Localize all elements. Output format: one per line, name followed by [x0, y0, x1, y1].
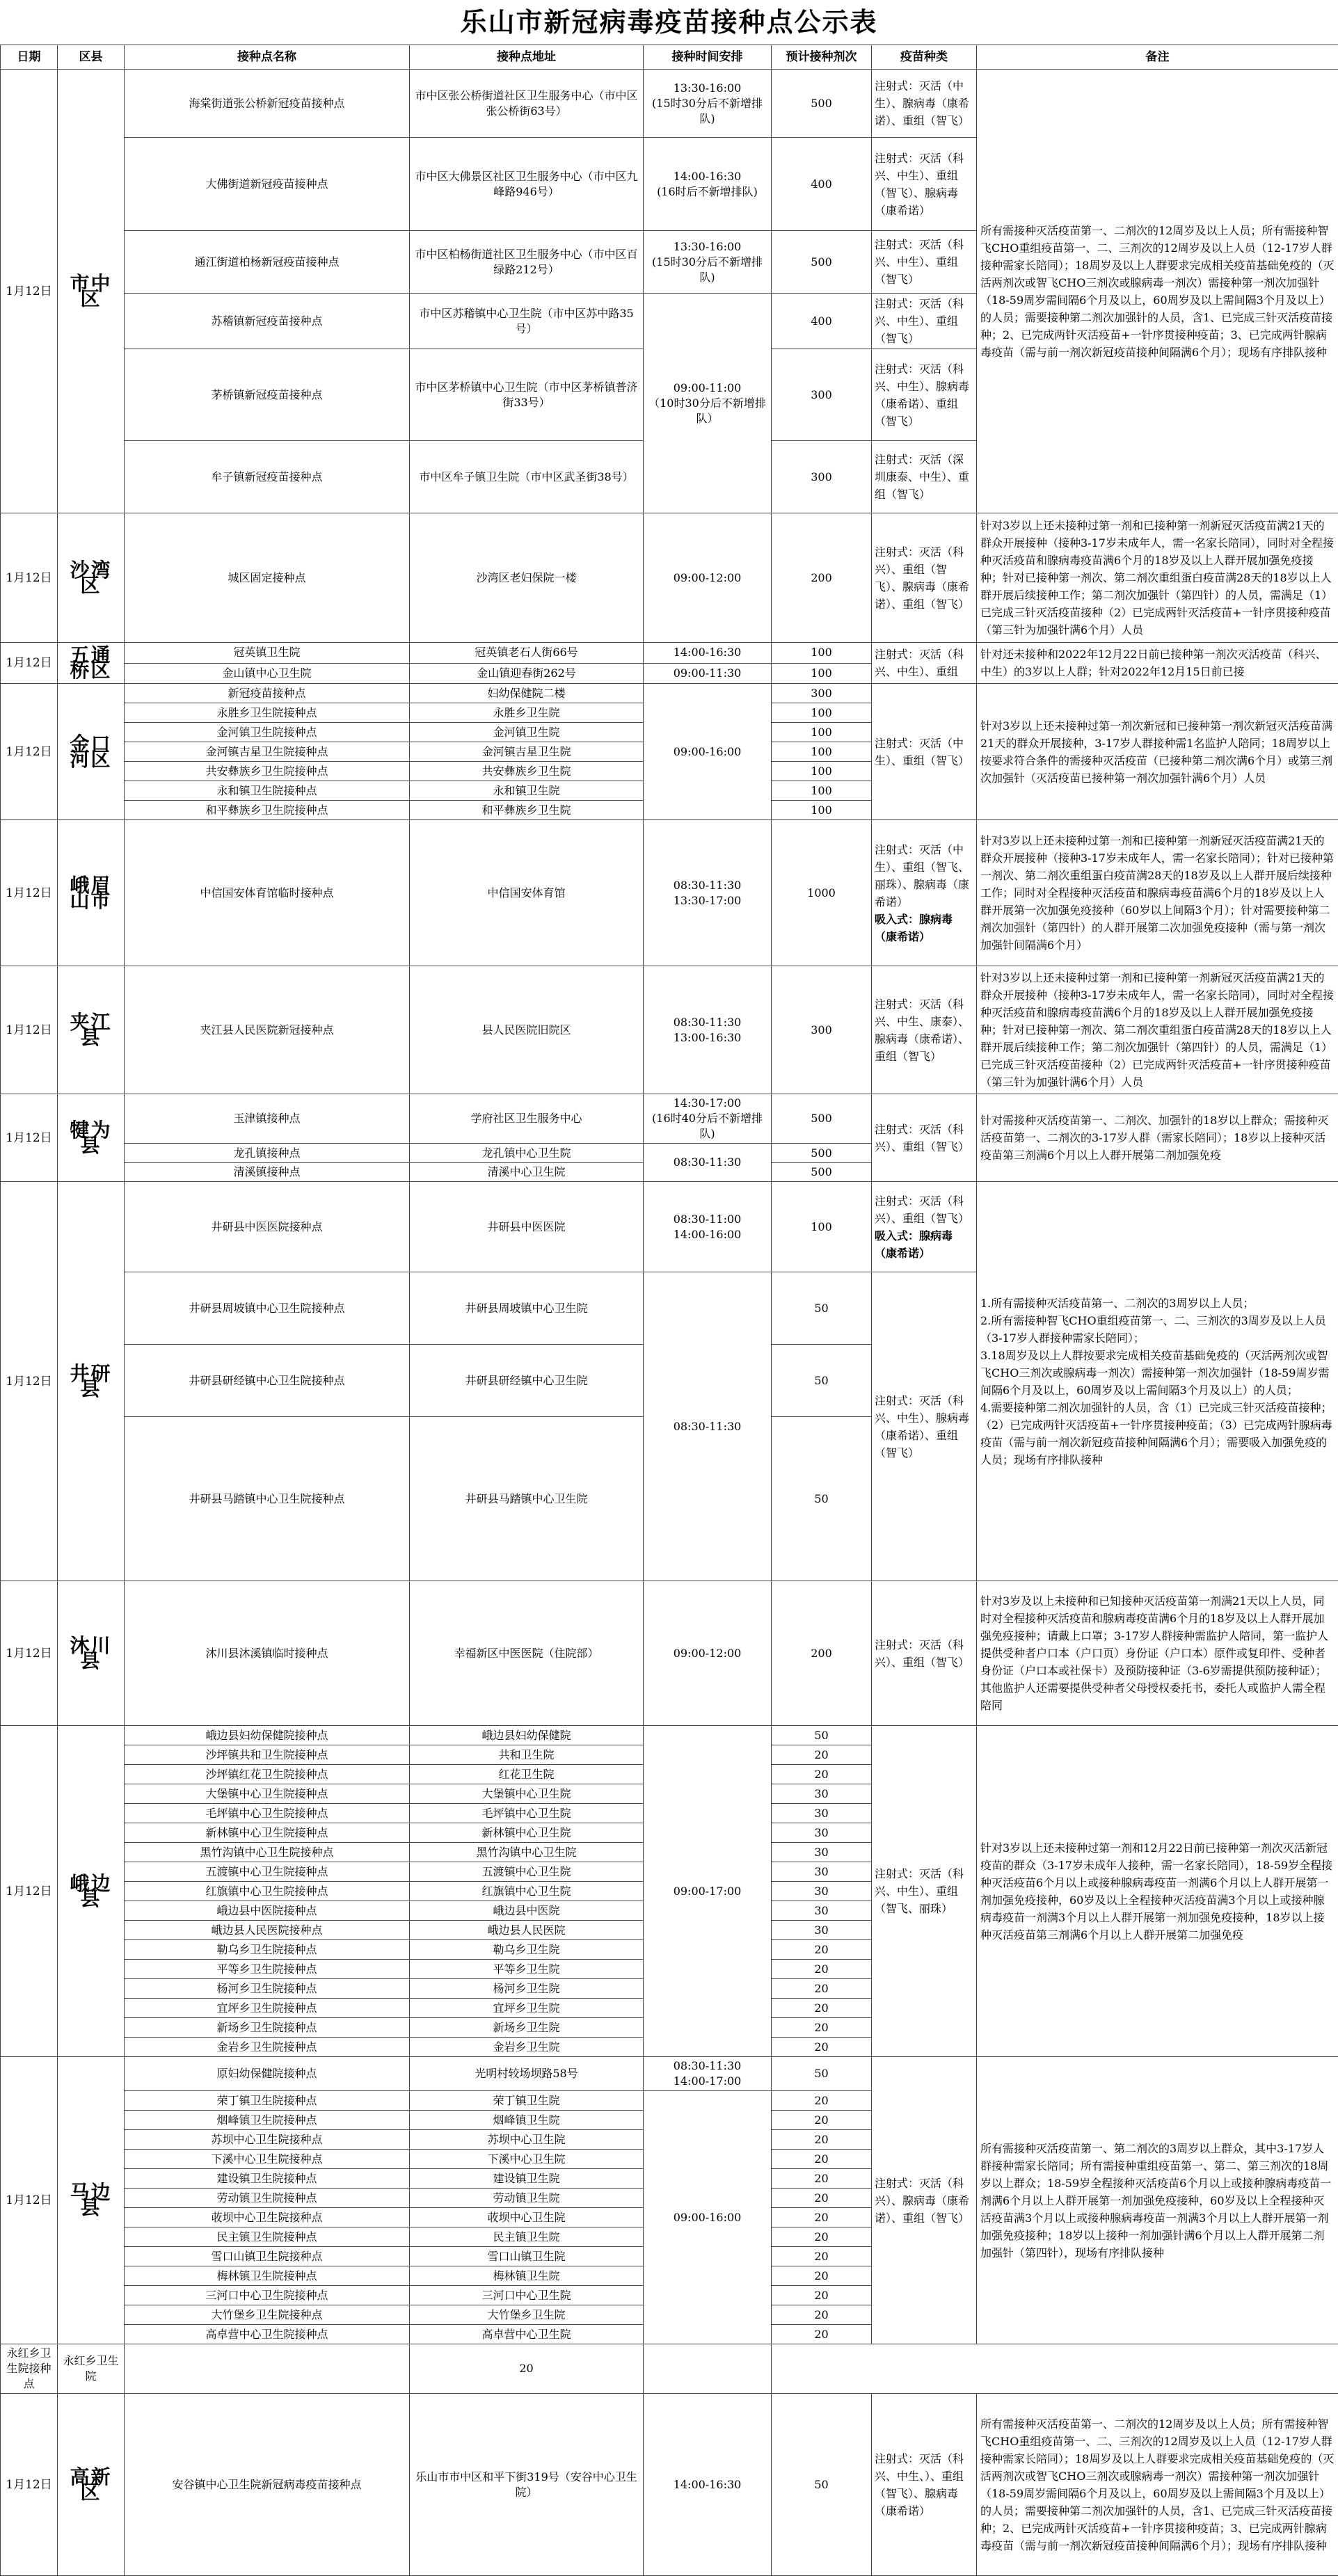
- dose-count-cell: 20: [772, 2111, 872, 2130]
- vaccine-type-cell: 注射式：灭活（科兴、中生）、腺病毒（康希诺）、重组（智飞）: [872, 349, 977, 441]
- time-cell: [125, 2344, 410, 2394]
- site-address-cell: 共安彝族乡卫生院: [410, 762, 644, 781]
- site-address-cell: 民主镇卫生院: [410, 2227, 644, 2247]
- date-cell: 1月12日: [1, 1094, 58, 1182]
- site-name-cell: 荍坝中心卫生院接种点: [125, 2208, 410, 2227]
- dose-count-cell: 30: [772, 1921, 872, 1940]
- dose-count-cell: 20: [772, 2227, 872, 2247]
- date-cell: 1月12日: [1, 1726, 58, 2057]
- site-address-cell: 劳动镇卫生院: [410, 2189, 644, 2208]
- dose-count-cell: 100: [772, 781, 872, 801]
- remarks-cell: 针对3岁以上还未接种过第一剂和已接种第一剂新冠灭活疫苗满21天的群众开展接种（接种3-17岁未成年人，需一名家长陪同），同时对全程接种灭活疫苗和腺病毒疫苗满6个月的18岁及以上人群开展加强免疫接种；针对已接种第一剂次、第二剂次重组蛋白疫苗满28天的18岁以上人群开展后续接种工作；第二剂次加强针（第四针）的人员，需满足（1）已完成三针灭活疫苗接种（2）已完成两针灭活疫苗+一针序贯接种疫苗（第三针为加强针满6个月）人员: [977, 966, 1338, 1094]
- site-name-cell: 新场乡卫生院接种点: [125, 2018, 410, 2038]
- site-address-cell: 黑竹沟镇中心卫生院: [410, 1843, 644, 1862]
- vaccine-type-cell: 注射式：灭活（科兴、中生）、腺病毒（康希诺）、重组（智飞）: [872, 1272, 977, 1581]
- time-cell: 08:30-11:30 14:00-17:00: [644, 2057, 772, 2091]
- site-address-cell: 幸福新区中医医院（住院部）: [410, 1581, 644, 1726]
- header-dose-count: 预计接种剂次: [772, 45, 872, 70]
- vaccine-type-cell: 注射式：灭活（科兴）、腺病毒（康希诺）、重组（智飞）: [872, 2057, 977, 2344]
- vaccine-type-cell: 注射式：灭活（中生）、腺病毒（康希诺）、重组（智飞）: [872, 70, 977, 138]
- time-cell: 14:00-16:30 (16时后不新增排队): [644, 138, 772, 231]
- dose-count-cell: 50: [772, 1272, 872, 1345]
- dose-count-cell: 100: [772, 1182, 872, 1272]
- site-address-cell: 梅林镇卫生院: [410, 2266, 644, 2286]
- site-address-cell: 五渡镇中心卫生院: [410, 1862, 644, 1882]
- dose-count-cell: 50: [772, 1417, 872, 1581]
- district-cell: 峨边县: [58, 1726, 125, 2057]
- site-address-cell: 井研县中医医院: [410, 1182, 644, 1272]
- dose-count-cell: 20: [772, 1745, 872, 1765]
- site-address-cell: 县人民医院旧院区: [410, 966, 644, 1094]
- time-cell: 09:00-11:30: [644, 663, 772, 684]
- site-address-cell: 清溪中心卫生院: [410, 1163, 644, 1182]
- table-body: [1, 70, 1338, 2576]
- site-name-cell: 梅林镇卫生院接种点: [125, 2266, 410, 2286]
- dose-count-cell: 500: [772, 1163, 872, 1182]
- header-time: 接种时间安排: [644, 45, 772, 70]
- dose-count-cell: 500: [772, 70, 872, 138]
- vaccine-type-cell: 注射式：灭活（中生）、重组（智飞、丽珠）、腺病毒（康希诺） 吸入式：腺病毒（康希诺）: [872, 820, 977, 966]
- dose-count-cell: 200: [772, 1581, 872, 1726]
- table-row: [1, 966, 1338, 1094]
- site-name-cell: 和平彝族乡卫生院接种点: [125, 801, 410, 820]
- site-address-cell: 永和镇卫生院: [410, 781, 644, 801]
- site-name-cell: 永红乡卫生院接种点: [1, 2344, 58, 2394]
- dose-count-cell: 20: [772, 2305, 872, 2325]
- header-remarks: 备注: [977, 45, 1338, 70]
- dose-count-cell: 500: [772, 1144, 872, 1163]
- site-address-cell: 冠英镇老石人街66号: [410, 643, 644, 664]
- vaccination-sites-table: [0, 45, 1338, 2576]
- remarks-cell: 所有需接种灭活疫苗第一、二剂次的12周岁及以上人员；所有需接种智飞CHO重组疫苗第一、二、三剂次的12周岁及以上人员（12-17岁人群接种需家长陪同）；18周岁及以上人群要求完成相关疫苗基础免疫的（灭活两剂次或智飞CHO三剂次或腺病毒一剂次）需接种第一剂次加强针（18-59周岁需间隔6个月及以上，60周岁及以上需间隔3个月及以上）的人员；需要接种第二剂次加强针的人员，含1、已完成三针灭活疫苗接种；2、已完成两针灭活疫苗+一针序贯接种疫苗；3、已完成两针腺病毒疫苗（需与前一剂次新冠疫苗接种间隔满6个月）；现场有序排队接种: [977, 70, 1338, 513]
- site-name-cell: 原妇幼保健院接种点: [125, 2057, 410, 2091]
- vaccine-type-cell: 注射式：灭活（科兴）、重组（智飞）: [872, 1581, 977, 1726]
- site-address-cell: 永胜乡卫生院: [410, 703, 644, 723]
- site-name-cell: 平等乡卫生院接种点: [125, 1960, 410, 1979]
- site-address-cell: 峨边县人民医院: [410, 1921, 644, 1940]
- site-address-cell: 井研县研经镇中心卫生院: [410, 1345, 644, 1417]
- dose-count-cell: 20: [772, 1979, 872, 1999]
- vaccine-type-cell: 注射式：灭活（科兴、中生）、重组: [872, 643, 977, 684]
- district-cell: 犍为县: [58, 1094, 125, 1182]
- dose-count-cell: 20: [772, 2189, 872, 2208]
- site-address-cell: 高卓营中心卫生院: [410, 2325, 644, 2344]
- vaccine-type-cell: 注射式：灭活（科兴、中生）、重组（智飞）: [872, 231, 977, 294]
- remarks-cell: 1.所有需接种灭活疫苗第一、二剂次的3周岁以上人员； 2.所有需接种智飞CHO重组疫苗第一、二、三剂次的3周岁及以上人员（3-17岁人群接种需家长陪同）； 3.18周岁及以上人群按要求完成相关疫苗基础免疫的（灭活两剂次或智飞CHO三剂次或腺病毒一剂次）需接种第一剂次加强针（18-59周岁需间隔6个月及以上，60周岁及以上需间隔3个月及以上）的人员； 4.需要接种第二剂次加强针的人员，含（1）已完成三针灭活疫苗接种；（2）已完成两针灭活疫苗+一针序贯接种疫苗；（3）已完成两针腺病毒疫苗（需与前一剂次新冠疫苗接种间隔满6个月）；需要吸入加强免疫的人员；现场有序排队接种: [977, 1182, 1338, 1581]
- time-cell: 09:00-16:00: [644, 684, 772, 820]
- district-cell: 金口河区: [58, 684, 125, 820]
- site-address-cell: 红花卫生院: [410, 1765, 644, 1784]
- time-cell: 08:30-11:30: [644, 1272, 772, 1581]
- table-row: [1, 2057, 1338, 2091]
- dose-count-cell: 30: [772, 1901, 872, 1921]
- dose-count-cell: 100: [772, 762, 872, 781]
- vaccine-type-cell: 注射式：灭活（科兴）、重组（智飞）、腺病毒（康希诺）、重组（智飞）: [872, 513, 977, 643]
- site-address-cell: 大堡镇中心卫生院: [410, 1784, 644, 1804]
- site-address-cell: 市中区苏稽镇中心卫生院（市中区苏中路35号）: [410, 294, 644, 349]
- site-address-cell: 三河口中心卫生院: [410, 2286, 644, 2305]
- site-address-cell: 新林镇中心卫生院: [410, 1823, 644, 1843]
- table-row: [1, 1726, 1338, 1745]
- dose-count-cell: 30: [772, 1823, 872, 1843]
- time-cell: 14:00-16:30: [644, 2394, 772, 2576]
- vaccine-type-cell: 注射式：灭活（科兴）、重组（智飞） 吸入式：腺病毒（康希诺）: [872, 1182, 977, 1272]
- site-address-cell: 峨边县中医院: [410, 1901, 644, 1921]
- dose-count-cell: 20: [772, 1940, 872, 1960]
- dose-count-cell: 100: [772, 723, 872, 742]
- vaccine-type-cell: 注射式：灭活（科兴）、重组（智飞）: [872, 1094, 977, 1182]
- site-name-cell: 峨边县人民医院接种点: [125, 1921, 410, 1940]
- page-title: 乐山市新冠病毒疫苗接种点公示表: [0, 0, 1338, 45]
- site-name-cell: 新林镇中心卫生院接种点: [125, 1823, 410, 1843]
- table-row: [1, 1094, 1338, 1144]
- site-name-cell: 烟峰镇卫生院接种点: [125, 2111, 410, 2130]
- site-name-cell: 苏稽镇新冠疫苗接种点: [125, 294, 410, 349]
- remarks-cell: 针对需接种灭活疫苗第一、二剂次、加强针的18岁以上群众；需接种灭活疫苗第一、二剂次的3-17岁人群（需家长陪同）；18岁以上接种灭活疫苗第三剂满6个月以上人群开展第二剂加强免疫: [977, 1094, 1338, 1182]
- dose-count-cell: 400: [772, 138, 872, 231]
- dose-count-cell: 300: [772, 441, 872, 513]
- dose-count-cell: 50: [772, 2057, 872, 2091]
- time-cell: 08:30-11:30 13:30-17:00: [644, 820, 772, 966]
- remarks-cell: 针对3岁以上还未接种过第一剂次新冠和已接种第一剂次新冠灭活疫苗满21天的群众开展接种，3-17岁人群接种需1名监护人陪同；18周岁以上按要求符合条件的需接种灭活疫苗（已接种第二剂次满6个月）或第三剂次加强针（灭活疫苗已接种第一剂次加强针满6个月）人员: [977, 684, 1338, 820]
- date-cell: 1月12日: [1, 70, 58, 513]
- site-address-cell: 金河镇卫生院: [410, 723, 644, 742]
- site-address-cell: 峨边县妇幼保健院: [410, 1726, 644, 1745]
- dose-count-cell: 300: [772, 349, 872, 441]
- dose-count-cell: 30: [772, 1882, 872, 1901]
- site-address-cell: 龙孔镇中心卫生院: [410, 1144, 644, 1163]
- site-name-cell: 安谷镇中心卫生院新冠病毒疫苗接种点: [125, 2394, 410, 2576]
- vaccine-type-cell: 注射式：灭活（中生）、重组（智飞）: [872, 684, 977, 820]
- site-address-cell: 市中区大佛景区社区卫生服务中心（市中区九峰路946号）: [410, 138, 644, 231]
- district-cell: 高新区: [58, 2394, 125, 2576]
- site-name-cell: 苏坝中心卫生院接种点: [125, 2130, 410, 2150]
- dose-count-cell: 30: [772, 1784, 872, 1804]
- table-row: [1, 513, 1338, 643]
- site-name-cell: 雪口山镇卫生院接种点: [125, 2247, 410, 2266]
- site-name-cell: 荣丁镇卫生院接种点: [125, 2091, 410, 2111]
- dose-count-cell: 100: [772, 703, 872, 723]
- district-cell: 井研县: [58, 1182, 125, 1581]
- remarks-cell: 针对3岁以上还未接种过第一剂和已接种第一剂新冠灭活疫苗满21天的群众开展接种（接种3-17岁未成年人，需一名家长陪同）；针对已接种第一剂次、第二剂次重组蛋白疫苗满28天的18岁及以上人群开展后续接种工作；同时对全程接种灭活疫苗和腺病毒疫苗满6个月的18岁及以上人群开展第一次加强免疫接种（60岁以上间隔3个月）；针对需要接种第二剂次加强针（第四针）的人群开展第二次加强免疫接种（需与第一剂次加强针间隔满6个月）: [977, 820, 1338, 966]
- table-row: [1, 2394, 1338, 2576]
- site-address-cell: 杨河乡卫生院: [410, 1979, 644, 1999]
- site-address-cell: 毛坪镇中心卫生院: [410, 1804, 644, 1823]
- site-address-cell: 荣丁镇卫生院: [410, 2091, 644, 2111]
- site-name-cell: 永和镇卫生院接种点: [125, 781, 410, 801]
- dose-count-cell: 1000: [772, 820, 872, 966]
- dose-count-cell: 20: [772, 2247, 872, 2266]
- site-name-cell: 金河镇吉星卫生院接种点: [125, 742, 410, 762]
- table-row: [1, 684, 1338, 703]
- remarks-cell: 针对3岁及以上未接种和已知接种灭活疫苗第一剂满21天以上人员，同时对全程接种灭活疫苗和腺病毒疫苗满6个月的18岁及以上人群开展加强免疫接种；请戴上口罩；3-17岁人群接种需监护人陪同，第一监护人提供受种者户口本（户口页）身份证（户口本）原件或复印件、受种者身份证（户口本或社保卡）及预防接种证（3-6岁需提供预防接种证）；其他监护人还需要提供受种者父母授权委托书，委托人或监护人需全程陪同: [977, 1581, 1338, 1726]
- dose-count-cell: 50: [772, 1726, 872, 1745]
- vaccine-type-cell: 注射式：灭活（科兴、中生、康泰）、腺病毒（康希诺）、重组（智飞）: [872, 966, 977, 1094]
- dose-count-cell: 100: [772, 801, 872, 820]
- table-row: [1, 1581, 1338, 1726]
- remarks-cell: 所有需接种灭活疫苗第一、第二剂次的3周岁以上群众，其中3-17岁人群接种需家长陪同；所有需接种重组疫苗第一、第二、第三剂次的18周岁以上群众；18-59岁全程接种灭活疫苗6个月以上或接种腺病毒疫苗一剂满6个月以上人群开展第一剂加强免疫接种，60岁及以上全程接种灭活疫苗满3个月以上或接种腺病毒疫苗一剂满3个月以上人群开展第一剂加强免疫接种；18岁以上接种一剂加强针满6个月以上人群开展第二剂加强针（第四针），现场有序排队接种: [977, 2057, 1338, 2344]
- dose-count-cell: 100: [772, 742, 872, 762]
- remarks-cell: 针对还未接种和2022年12月22日前已接种第一剂次灭活疫苗（科兴、中生）的3岁以上人群；针对2022年12月15日前已接: [977, 643, 1338, 684]
- site-address-cell: 中信国安体育馆: [410, 820, 644, 966]
- dose-count-cell: 30: [772, 1862, 872, 1882]
- site-name-cell: 通江街道柏杨新冠疫苗接种点: [125, 231, 410, 294]
- dose-count-cell: 20: [772, 1999, 872, 2018]
- table-row: [1, 2344, 1338, 2394]
- dose-count-cell: 200: [772, 513, 872, 643]
- dose-count-cell: 500: [772, 1094, 872, 1144]
- site-address-cell: 大竹堡乡卫生院: [410, 2305, 644, 2325]
- site-address-cell: 苏坝中心卫生院: [410, 2130, 644, 2150]
- dose-count-cell: 20: [772, 2018, 872, 2038]
- site-name-cell: 杨河乡卫生院接种点: [125, 1979, 410, 1999]
- header-district: 区县: [58, 45, 125, 70]
- table-header-row: [1, 45, 1338, 70]
- time-cell: 08:30-11:30: [644, 1144, 772, 1182]
- time-cell: 13:30-16:00 (15时30分后不新增排队): [644, 70, 772, 138]
- date-cell: 1月12日: [1, 2057, 58, 2344]
- site-name-cell: 大竹堡乡卫生院接种点: [125, 2305, 410, 2325]
- vaccine-type-cell: [644, 2344, 772, 2394]
- site-address-cell: 共和卫生院: [410, 1745, 644, 1765]
- district-cell: 市中区: [58, 70, 125, 513]
- site-address-cell: 永红乡卫生院: [58, 2344, 125, 2394]
- header-date: 日期: [1, 45, 58, 70]
- site-address-cell: 下溪中心卫生院: [410, 2150, 644, 2169]
- date-cell: 1月12日: [1, 643, 58, 684]
- site-name-cell: 金河镇卫生院接种点: [125, 723, 410, 742]
- site-name-cell: 玉津镇接种点: [125, 1094, 410, 1144]
- header-site-name: 接种点名称: [125, 45, 410, 70]
- site-name-cell: 茅桥镇新冠疫苗接种点: [125, 349, 410, 441]
- district-cell: 马边县: [58, 2057, 125, 2344]
- dose-count-cell: 20: [772, 1765, 872, 1784]
- site-address-cell: 沙湾区老妇保院一楼: [410, 513, 644, 643]
- time-cell: 09:00-12:00: [644, 1581, 772, 1726]
- site-name-cell: 五渡镇中心卫生院接种点: [125, 1862, 410, 1882]
- dose-count-cell: 100: [772, 643, 872, 664]
- dose-count-cell: 300: [772, 966, 872, 1094]
- dose-count-cell: 20: [772, 2130, 872, 2150]
- site-name-cell: 民主镇卫生院接种点: [125, 2227, 410, 2247]
- site-name-cell: 黑竹沟镇中心卫生院接种点: [125, 1843, 410, 1862]
- site-name-cell: 大佛街道新冠疫苗接种点: [125, 138, 410, 231]
- district-cell: 夹江县: [58, 966, 125, 1094]
- site-address-cell: 平等乡卫生院: [410, 1960, 644, 1979]
- site-name-cell: 共安彝族乡卫生院接种点: [125, 762, 410, 781]
- vaccine-type-cell: 注射式：灭活（深圳康泰、中生）、重组（智飞）: [872, 441, 977, 513]
- site-name-cell: 下溪中心卫生院接种点: [125, 2150, 410, 2169]
- site-address-cell: 荍坝中心卫生院: [410, 2208, 644, 2227]
- site-name-cell: 夹江县人民医院新冠接种点: [125, 966, 410, 1094]
- dose-count-cell: 20: [772, 2091, 872, 2111]
- district-cell: 五通桥区: [58, 643, 125, 684]
- site-name-cell: 红旗镇中心卫生院接种点: [125, 1882, 410, 1901]
- table-row: [1, 820, 1338, 966]
- table-row: [1, 1182, 1338, 1272]
- district-cell: 沐川县: [58, 1581, 125, 1726]
- vaccine-type-cell: 注射式：灭活（科兴、中生、）、重组（智飞）、腺病毒（康希诺）: [872, 2394, 977, 2576]
- site-name-cell: 沐川县沐溪镇临时接种点: [125, 1581, 410, 1726]
- site-name-cell: 大堡镇中心卫生院接种点: [125, 1784, 410, 1804]
- site-address-cell: 市中区柏杨街道社区卫生服务中心（市中区百绿路212号）: [410, 231, 644, 294]
- district-cell: 沙湾区: [58, 513, 125, 643]
- site-address-cell: 勒乌乡卫生院: [410, 1940, 644, 1960]
- dose-count-cell: 20: [772, 2325, 872, 2344]
- site-address-cell: 金山镇迎春街262号: [410, 663, 644, 684]
- inhaled-vaccine-label: 吸入式：腺病毒（康希诺）: [875, 1229, 953, 1260]
- site-name-cell: 建设镇卫生院接种点: [125, 2169, 410, 2189]
- site-address-cell: 市中区茅桥镇中心卫生院（市中区茅桥镇普济街33号）: [410, 349, 644, 441]
- site-name-cell: 城区固定接种点: [125, 513, 410, 643]
- vaccine-type-cell: 注射式：灭活（科兴、中生）、重组（智飞）: [872, 294, 977, 349]
- site-name-cell: 宜坪乡卫生院接种点: [125, 1999, 410, 2018]
- site-name-cell: 井研县研经镇中心卫生院接种点: [125, 1345, 410, 1417]
- vaccine-type-cell: 注射式：灭活（科兴、中生）、重组（智飞）、腺病毒（康希诺）: [872, 138, 977, 231]
- site-name-cell: 新冠疫苗接种点: [125, 684, 410, 703]
- site-name-cell: 沙坪镇红花卫生院接种点: [125, 1765, 410, 1784]
- site-name-cell: 清溪镇接种点: [125, 1163, 410, 1182]
- date-cell: 1月12日: [1, 684, 58, 820]
- site-name-cell: 冠英镇卫生院: [125, 643, 410, 664]
- date-cell: 1月12日: [1, 513, 58, 643]
- dose-count-cell: 500: [772, 231, 872, 294]
- time-cell: 09:00-16:00: [644, 2091, 772, 2344]
- site-name-cell: 三河口中心卫生院接种点: [125, 2286, 410, 2305]
- site-name-cell: 龙孔镇接种点: [125, 1144, 410, 1163]
- time-cell: 08:30-11:30 13:00-16:30: [644, 966, 772, 1094]
- dose-count-cell: 30: [772, 1804, 872, 1823]
- site-address-cell: 妇幼保健院二楼: [410, 684, 644, 703]
- time-cell: 09:00-12:00: [644, 513, 772, 643]
- time-cell: 14:30-17:00 (16时40分后不新增排队): [644, 1094, 772, 1144]
- site-name-cell: 金山镇中心卫生院: [125, 663, 410, 684]
- table-row: [1, 643, 1338, 664]
- dose-count-cell: 50: [772, 1345, 872, 1417]
- dose-count-cell: 300: [772, 684, 872, 703]
- site-address-cell: 烟峰镇卫生院: [410, 2111, 644, 2130]
- site-name-cell: 井研县周坡镇中心卫生院接种点: [125, 1272, 410, 1345]
- dose-count-cell: 30: [772, 1843, 872, 1862]
- site-address-cell: 雪口山镇卫生院: [410, 2247, 644, 2266]
- site-address-cell: 市中区张公桥街道社区卫生服务中心（市中区张公桥街63号）: [410, 70, 644, 138]
- site-address-cell: 新场乡卫生院: [410, 2018, 644, 2038]
- dose-count-cell: 20: [772, 2208, 872, 2227]
- dose-count-cell: 100: [772, 663, 872, 684]
- site-address-cell: 金河镇吉星卫生院: [410, 742, 644, 762]
- site-address-cell: 学府社区卫生服务中心: [410, 1094, 644, 1144]
- site-address-cell: 红旗镇中心卫生院: [410, 1882, 644, 1901]
- site-name-cell: 峨边县中医院接种点: [125, 1901, 410, 1921]
- time-cell: 13:30-16:00 (15时30分后不新增排队): [644, 231, 772, 294]
- site-name-cell: 牟子镇新冠疫苗接种点: [125, 441, 410, 513]
- dose-count-cell: 20: [772, 2169, 872, 2189]
- site-address-cell: 建设镇卫生院: [410, 2169, 644, 2189]
- site-address-cell: 井研县周坡镇中心卫生院: [410, 1272, 644, 1345]
- site-name-cell: 劳动镇卫生院接种点: [125, 2189, 410, 2208]
- site-name-cell: 峨边县妇幼保健院接种点: [125, 1726, 410, 1745]
- site-name-cell: 毛坪镇中心卫生院接种点: [125, 1804, 410, 1823]
- site-name-cell: 金岩乡卫生院接种点: [125, 2038, 410, 2057]
- header-site-address: 接种点地址: [410, 45, 644, 70]
- header-vaccine-type: 疫苗种类: [872, 45, 977, 70]
- dose-count-cell: 20: [410, 2344, 644, 2394]
- dose-count-cell: 20: [772, 2266, 872, 2286]
- site-name-cell: 勒乌乡卫生院接种点: [125, 1940, 410, 1960]
- site-address-cell: 宜坪乡卫生院: [410, 1999, 644, 2018]
- dose-count-cell: 50: [772, 2394, 872, 2576]
- dose-count-cell: 400: [772, 294, 872, 349]
- date-cell: 1月12日: [1, 2394, 58, 2576]
- time-cell: 08:30-11:00 14:00-16:00: [644, 1182, 772, 1272]
- date-cell: 1月12日: [1, 820, 58, 966]
- dose-count-cell: 20: [772, 1960, 872, 1979]
- time-cell: 09:00-17:00: [644, 1726, 772, 2057]
- site-name-cell: 井研县中医医院接种点: [125, 1182, 410, 1272]
- date-cell: 1月12日: [1, 1581, 58, 1726]
- site-name-cell: 永胜乡卫生院接种点: [125, 703, 410, 723]
- site-name-cell: 海棠街道张公桥新冠疫苗接种点: [125, 70, 410, 138]
- time-cell: 14:00-16:30: [644, 643, 772, 664]
- site-address-cell: 金岩乡卫生院: [410, 2038, 644, 2057]
- date-cell: 1月12日: [1, 1182, 58, 1581]
- site-address-cell: 光明村较场坝路58号: [410, 2057, 644, 2091]
- district-cell: 峨眉山市: [58, 820, 125, 966]
- vaccine-type-cell: 注射式：灭活（科兴、中生）、重组（智飞、丽珠）: [872, 1726, 977, 2057]
- inhaled-vaccine-label: 吸入式：腺病毒（康希诺）: [875, 913, 953, 943]
- site-address-cell: 乐山市市中区和平下街319号（安谷中心卫生院）: [410, 2394, 644, 2576]
- site-name-cell: 井研县马踏镇中心卫生院接种点: [125, 1417, 410, 1581]
- site-address-cell: 井研县马踏镇中心卫生院: [410, 1417, 644, 1581]
- dose-count-cell: 20: [772, 2038, 872, 2057]
- remarks-cell: 针对3岁以上还未接种过第一剂和12月22日前已接种第一剂次灭活新冠疫苗的群众（3-17岁未成年人接种，需一名家长陪同），18-59岁全程接种灭活疫苗6个月以上或接种腺病毒疫苗一剂满6个月以上人群开展第一剂加强免疫接种，60岁及以上全程接种灭活疫苗满3个月以上或接种腺病毒疫苗一剂满3个月以上人群开展第一剂加强免疫接种，18岁以上接种灭活疫苗第三剂满6个月以上人群开展第二加强免疫: [977, 1726, 1338, 2057]
- table-row: [1, 70, 1338, 138]
- site-name-cell: 中信国安体育馆临时接种点: [125, 820, 410, 966]
- time-cell: 09:00-11:00 （10时30分后不新增排队）: [644, 294, 772, 513]
- site-name-cell: 高卓营中心卫生院接种点: [125, 2325, 410, 2344]
- date-cell: 1月12日: [1, 966, 58, 1094]
- site-address-cell: 和平彝族乡卫生院: [410, 801, 644, 820]
- remarks-cell: 针对3岁以上还未接种过第一剂和已接种第一剂新冠灭活疫苗满21天的群众开展接种（接种3-17岁未成年人，需一名家长陪同），同时对全程接种灭活疫苗和腺病毒疫苗满6个月的18岁及以上人群开展加强免疫接种；针对已接种第一剂次、第二剂次重组蛋白疫苗满28天的18岁以上人群开展后续接种工作；第二剂次加强针（第四针）的人员，需满足（1）已完成三针灭活疫苗接种（2）已完成两针灭活疫苗+一针序贯接种疫苗（第三针为加强针满6个月）人员: [977, 513, 1338, 643]
- dose-count-cell: 20: [772, 2286, 872, 2305]
- remarks-cell: 所有需接种灭活疫苗第一、二剂次的12周岁及以上人员；所有需接种智飞CHO重组疫苗第一、二、三剂次的12周岁及以上人员（12-17岁人群接种需家长陪同）；18周岁及以上人群要求完成相关疫苗基础免疫的（灭活两剂次或智飞CHO三剂次或腺病毒一剂次）需接种第一剂次加强针（18-59周岁需间隔6个月及以上，60周岁及以上需间隔3个月及以上）的人员；需要接种第二剂次加强针的人员，含1、已完成三针灭活疫苗接种；2、已完成两针灭活疫苗+一针序贯接种疫苗；3、已完成两针腺病毒疫苗（需与前一剂次新冠疫苗接种间隔满6个月）；现场有序排队接种: [977, 2394, 1338, 2576]
- site-address-cell: 市中区牟子镇卫生院（市中区武圣街38号）: [410, 441, 644, 513]
- dose-count-cell: 20: [772, 2150, 872, 2169]
- site-name-cell: 沙坪镇共和卫生院接种点: [125, 1745, 410, 1765]
